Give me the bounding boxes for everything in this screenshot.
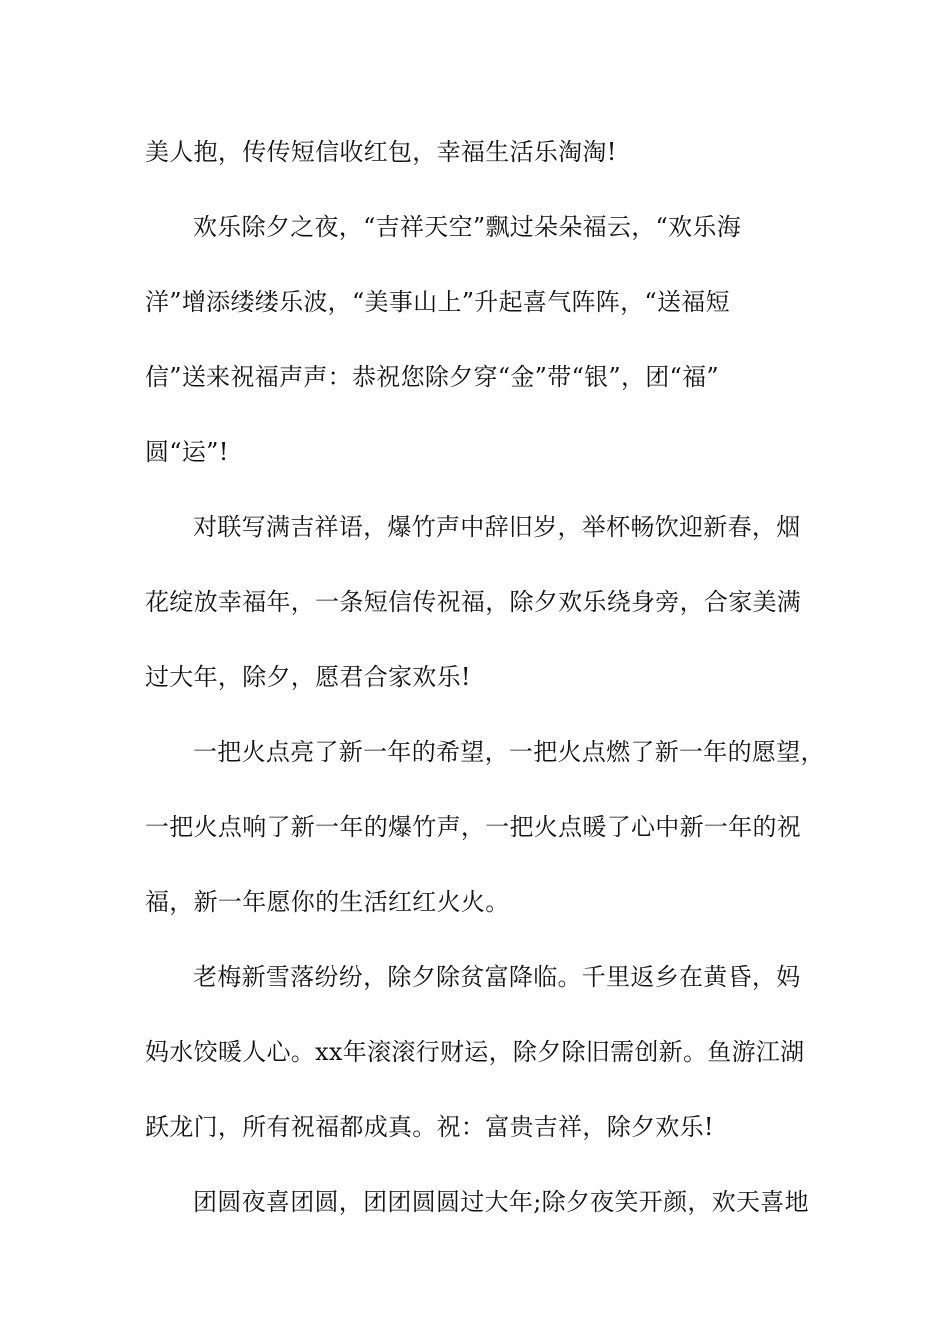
text-line: 福，新一年愿你的生活红红火火。 <box>145 888 510 916</box>
text-line: 一把火点亮了新一年的希望，一把火点燃了新一年的愿望， <box>193 738 825 766</box>
text-line: 欢乐除夕之夜，“吉祥天空”飘过朵朵福云，“欢乐海 <box>193 213 742 241</box>
text-line: 美人抱，传传短信收红包，幸福生活乐淘淘! <box>145 138 617 166</box>
text-line: 花绽放幸福年，一条短信传祝福，除夕欢乐绕身旁，合家美满 <box>145 588 802 616</box>
text-line: 一把火点响了新一年的爆竹声，一把火点暖了心中新一年的祝 <box>145 813 802 841</box>
text-line: 洋”增添缕缕乐波，“美事山上”升起喜气阵阵，“送福短 <box>145 288 730 316</box>
text-line: 对联写满吉祥语，爆竹声中辞旧岁，举杯畅饮迎新春，烟 <box>193 513 801 541</box>
text-line: 团圆夜喜团圆，团团圆圆过大年;除夕夜笑开颜，欢天喜地 <box>193 1188 809 1216</box>
text-line: 信”送来祝福声声：恭祝您除夕穿“金”带“银”，团“福” <box>145 363 719 391</box>
text-line: 妈水饺暖人心。xx年滚滚行财运，除夕除旧需创新。鱼游江湖 <box>145 1038 805 1066</box>
text-line: 过大年，除夕，愿君合家欢乐! <box>145 663 471 691</box>
text-line: 老梅新雪落纷纷，除夕除贫富降临。千里返乡在黄昏，妈 <box>193 963 801 991</box>
text-line: 圆“运”! <box>145 438 229 466</box>
text-line: 跃龙门，所有祝福都成真。祝：富贵吉祥，除夕欢乐! <box>145 1113 714 1141</box>
